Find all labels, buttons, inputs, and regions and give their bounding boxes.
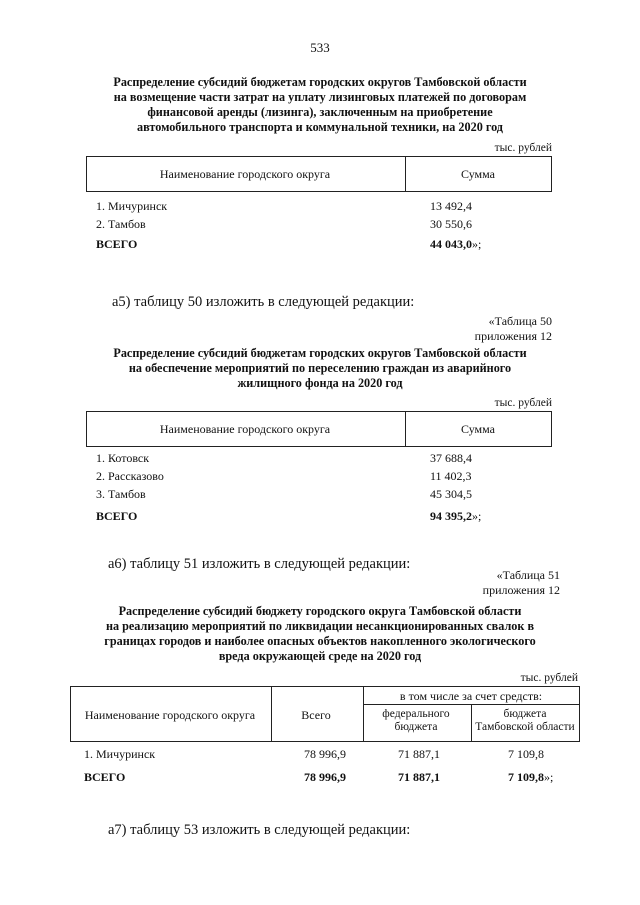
table-row-value: 13 492,4 bbox=[430, 199, 472, 213]
table51-total-regional: 7 109,8»; bbox=[508, 770, 554, 784]
table49-units: тыс. рублей bbox=[494, 142, 552, 154]
table51-units: тыс. рублей bbox=[520, 672, 578, 684]
table-row: 2. Тамбов bbox=[96, 217, 146, 231]
table-row: 3. Тамбов bbox=[96, 487, 146, 501]
table-row: 1. Мичуринск bbox=[96, 199, 168, 213]
table51-col-federal: федерального бюджета bbox=[382, 708, 450, 733]
table50-total-sum: 94 395,2»; bbox=[430, 509, 482, 523]
table49-title: Распределение субсидий бюджетам городских округов Тамбовской области на возмещение части затрат на уплату лизинговых платежей по договорам финансовой аренды (лизинга), заключенным на приобретение автомобильного транспорта и коммунальной техники, на 2020 год bbox=[113, 75, 527, 134]
table49-col-name: Наименование городского округа bbox=[159, 167, 331, 181]
table49-total-label: ВСЕГО bbox=[96, 237, 138, 251]
table51-col-regional: бюджета Тамбовской области bbox=[475, 708, 575, 733]
table-row: 2. Рассказово bbox=[96, 469, 164, 483]
table50-col-sum: Сумма bbox=[461, 422, 495, 436]
table50-ref: «Таблица 50 приложения 12 bbox=[474, 314, 552, 343]
table50-total-label: ВСЕГО bbox=[96, 509, 138, 523]
table-row-total: 78 996,9 bbox=[304, 747, 346, 761]
table51-ref: «Таблица 51 приложения 12 bbox=[482, 568, 560, 597]
amendment-a7: а7) таблицу 53 изложить в следующей редакции: bbox=[108, 822, 411, 838]
amendment-a6: а6) таблицу 51 изложить в следующей редакции: bbox=[108, 556, 411, 572]
table-row-regional: 7 109,8 bbox=[508, 747, 544, 761]
table-row-value: 30 550,6 bbox=[430, 217, 472, 231]
table51-col-total: Всего bbox=[301, 708, 331, 722]
table51-col-including: в том числе за счет средств: bbox=[399, 689, 543, 703]
table-row-value: 11 402,3 bbox=[430, 469, 472, 483]
amendment-a5: а5) таблицу 50 изложить в следующей редакции: bbox=[112, 294, 415, 310]
table49-col-sum: Сумма bbox=[461, 167, 495, 181]
table49-total-sum: 44 043,0»; bbox=[430, 237, 482, 251]
table-row: 1. Мичуринск bbox=[84, 747, 156, 761]
table50-col-name: Наименование городского округа bbox=[159, 422, 331, 436]
table51-col-name: Наименование городского округа bbox=[84, 708, 256, 722]
table51-total-federal: 71 887,1 bbox=[398, 770, 440, 784]
table50-units: тыс. рублей bbox=[494, 397, 552, 409]
table51-title: Распределение субсидий бюджету городского округа Тамбовской области на реализацию мероприятий по ликвидации несанкционированных свалок в границах городов и наиболее опасных объектов накопленного экологического вреда окружающей среде на 2020 год bbox=[104, 604, 536, 663]
page-number: 533 bbox=[310, 40, 330, 55]
table-row-federal: 71 887,1 bbox=[398, 747, 440, 761]
table-row: 1. Котовск bbox=[96, 451, 150, 465]
table-row-value: 37 688,4 bbox=[430, 451, 472, 465]
table51-total-label: ВСЕГО bbox=[84, 770, 126, 784]
table51-total-total: 78 996,9 bbox=[304, 770, 346, 784]
table-row-value: 45 304,5 bbox=[430, 487, 472, 501]
table50-title: Распределение субсидий бюджетам городских округов Тамбовской области на обеспечение мероприятий по переселению граждан из аварийного жилищного фонда на 2020 год bbox=[113, 346, 527, 390]
